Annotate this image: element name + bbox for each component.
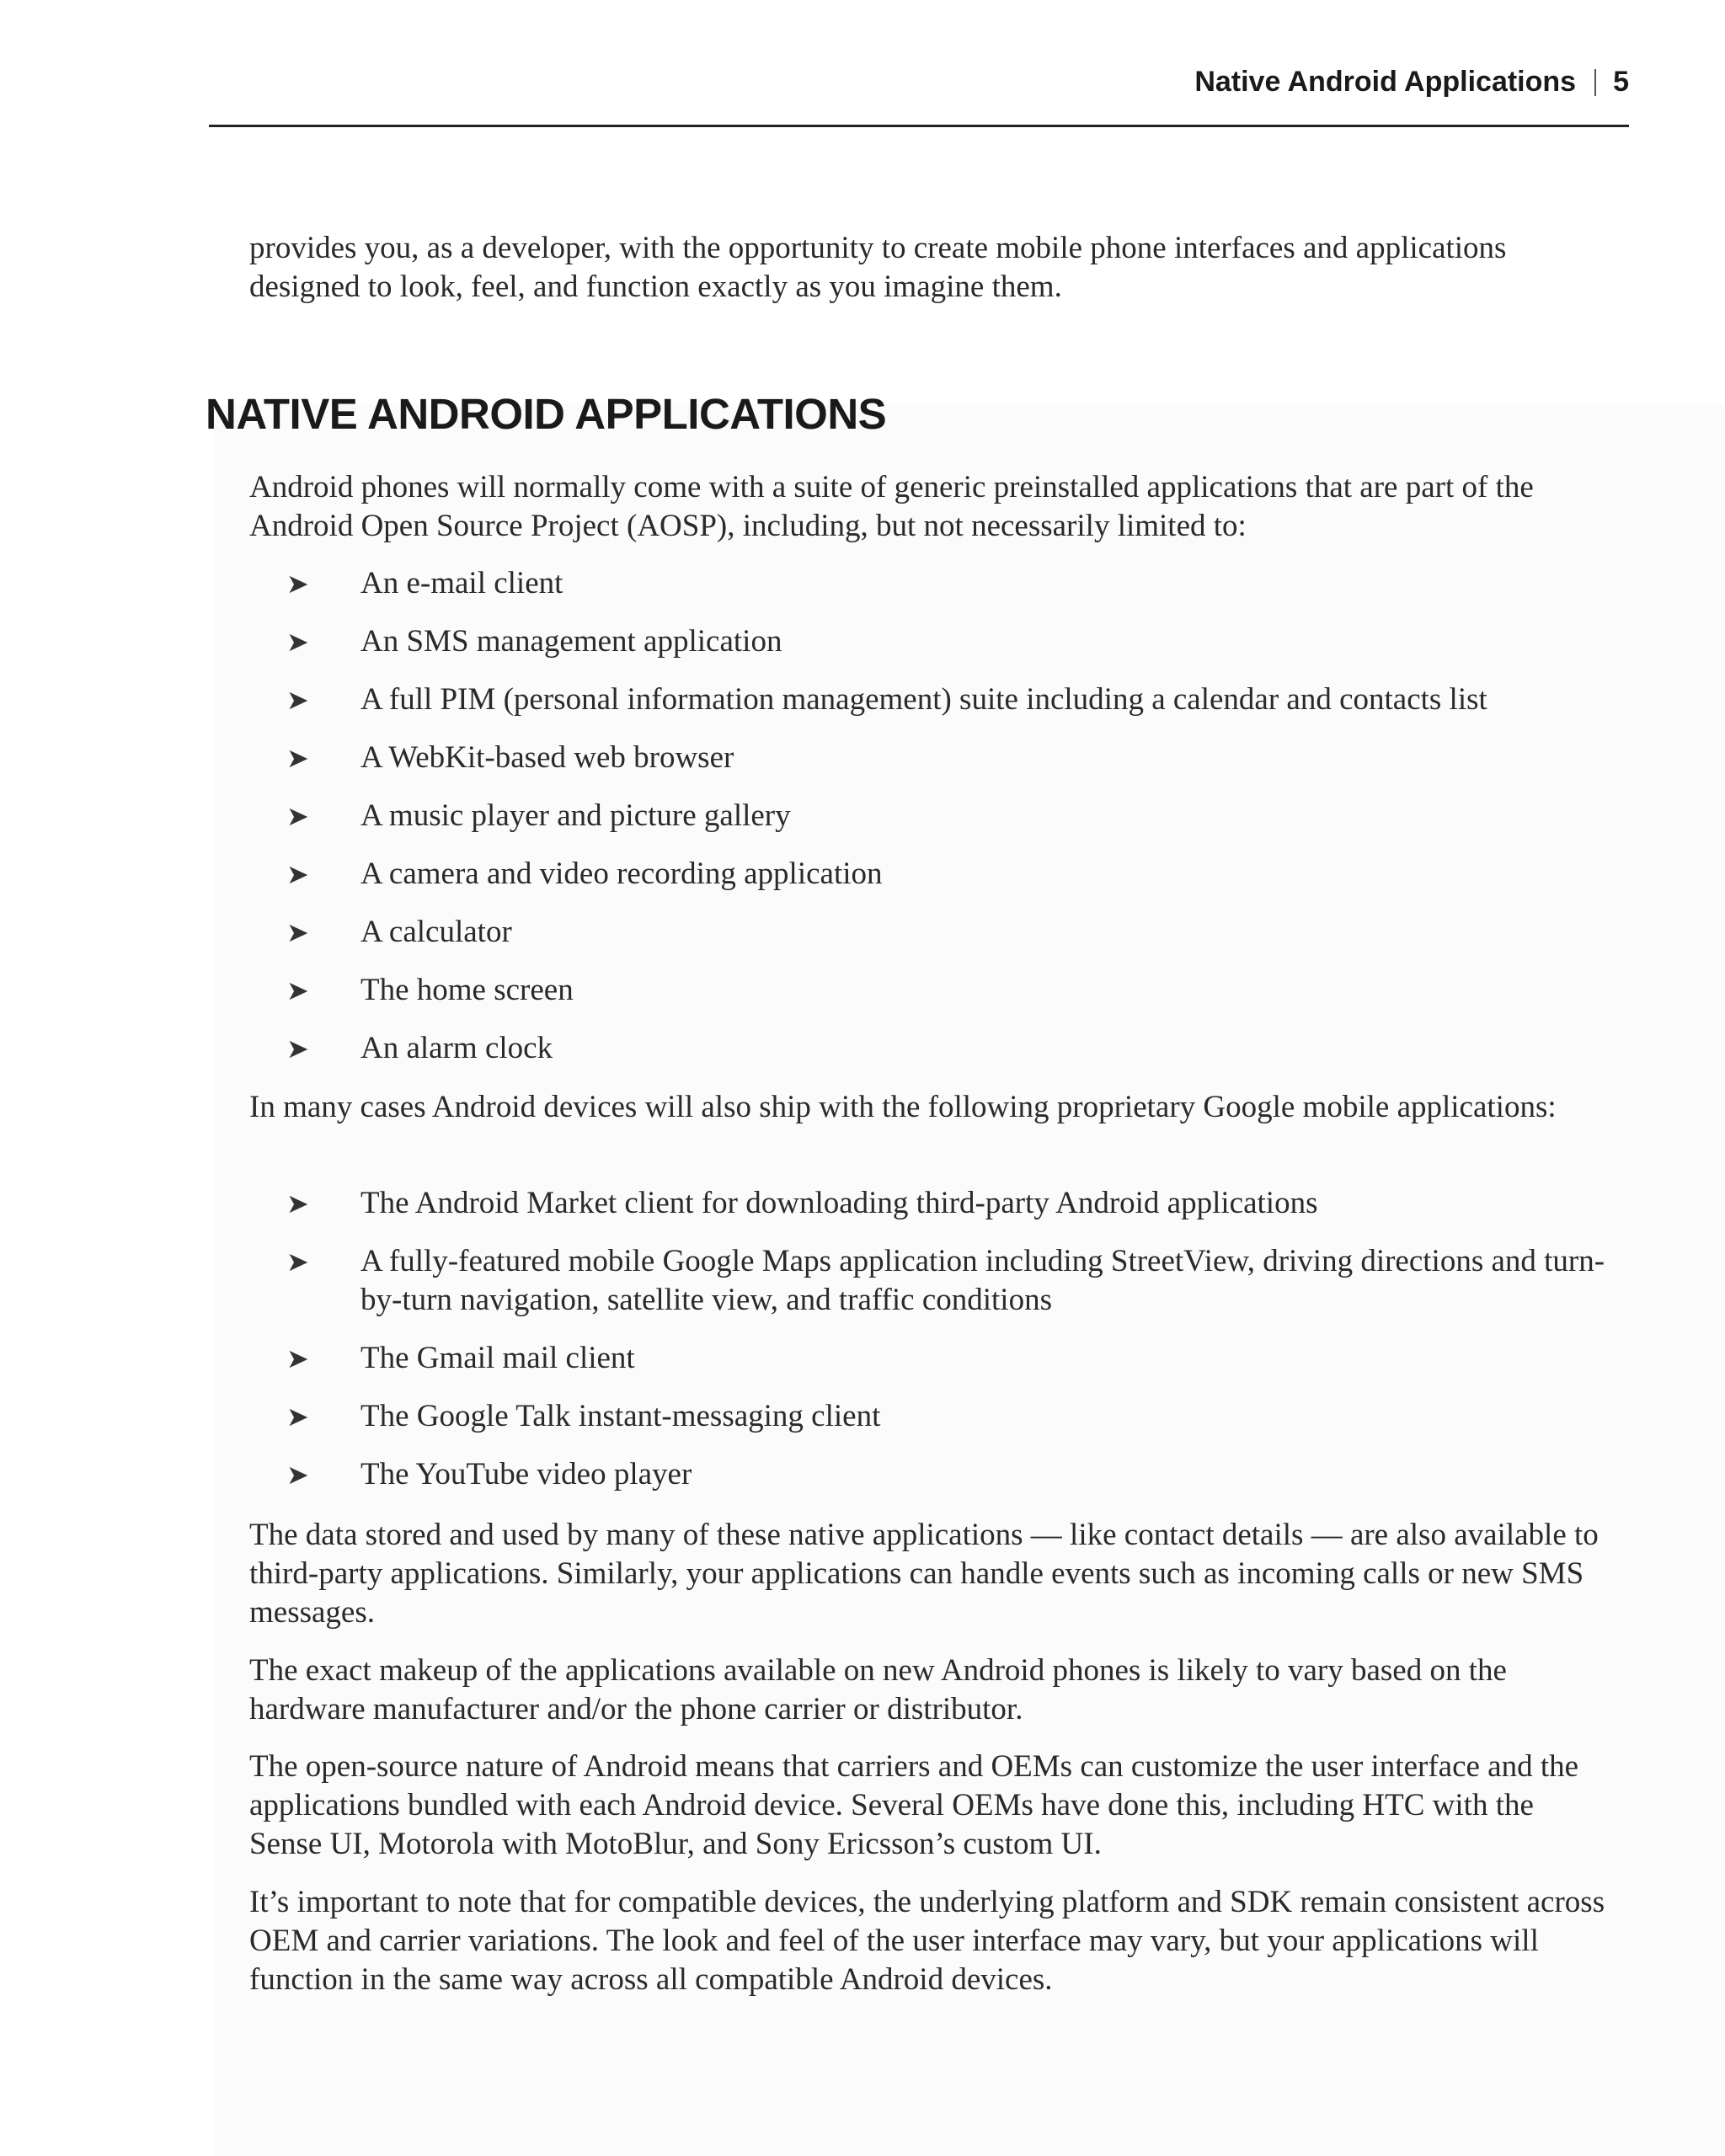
list-item-text: The Gmail mail client (360, 1341, 635, 1375)
arrowhead-bullet-icon: ➤ (286, 742, 309, 774)
page-number: 5 (1613, 66, 1629, 98)
section-paragraph-1: Android phones will normally come with a suite of generic preinstalled applications that are part of the Android Open Source Project (AOSP), including, but not necessarily limited to: (249, 470, 1534, 543)
list-item-text: An SMS management application (360, 624, 782, 659)
arrowhead-bullet-icon: ➤ (286, 1401, 309, 1433)
list-item (249, 739, 1614, 777)
list-item (249, 680, 1614, 719)
list-item (249, 1184, 1614, 1223)
google-apps-list (249, 1184, 1614, 1513)
list-item-text: A WebKit-based web browser (360, 740, 734, 775)
arrowhead-bullet-icon: ➤ (286, 1033, 309, 1065)
header-rule (209, 125, 1629, 127)
list-item (249, 797, 1614, 835)
running-head-separator (1594, 69, 1596, 96)
list-item (249, 1455, 1614, 1494)
list-item (249, 1397, 1614, 1436)
list-item-text: The Android Market client for downloading third-party Android applications (360, 1186, 1318, 1220)
arrowhead-bullet-icon: ➤ (286, 1342, 309, 1374)
arrowhead-bullet-icon: ➤ (286, 1246, 309, 1278)
list-item (249, 971, 1614, 1010)
arrowhead-bullet-icon: ➤ (286, 916, 309, 948)
section-heading: NATIVE ANDROID APPLICATIONS (206, 390, 887, 438)
preinstalled-apps-list (249, 564, 1614, 1087)
section-paragraph-3: The data stored and used by many of these native applications — like contact details — are also available to third-party applications. Similarly, your applications can handle events such as incoming calls or new SMS messages. (249, 1518, 1599, 1630)
section-paragraph-4: The exact makeup of the applications available on new Android phones is likely to vary based on the hardware manufacturer and/or the phone carrier or distributor. (249, 1653, 1507, 1726)
list-item-text: A fully-featured mobile Google Maps application including StreetView, driving directions and turn-by-turn navigation, satellite view, and traffic conditions (360, 1244, 1605, 1317)
running-head (1194, 66, 1629, 99)
arrowhead-bullet-icon: ➤ (286, 1187, 309, 1219)
list-item-text: A music player and picture gallery (360, 798, 791, 833)
list-item (249, 622, 1614, 661)
list-item (249, 855, 1614, 894)
arrowhead-bullet-icon: ➤ (286, 858, 309, 890)
running-head-title: Native Android Applications (1194, 66, 1577, 98)
section-paragraph-5: The open-source nature of Android means that carriers and OEMs can customize the user interface and the applications bundled with each Android device. Several OEMs have done this, including HTC with the Sense UI, Motorola with MotoBlur, and Sony Ericsson’s custom UI. (249, 1749, 1579, 1861)
arrowhead-bullet-icon: ➤ (286, 800, 309, 832)
list-item (249, 1029, 1614, 1068)
list-item-text: A camera and video recording application (360, 857, 883, 891)
list-item (249, 1242, 1614, 1320)
list-item-text: The home screen (360, 973, 574, 1007)
arrowhead-bullet-icon: ➤ (286, 568, 309, 600)
arrowhead-bullet-icon: ➤ (286, 684, 309, 716)
list-item (249, 1339, 1614, 1378)
section-paragraph-2: In many cases Android devices will also ship with the following proprietary Google mobile applications: (249, 1090, 1557, 1124)
arrowhead-bullet-icon: ➤ (286, 626, 309, 658)
arrowhead-bullet-icon: ➤ (286, 974, 309, 1006)
intro-paragraph: provides you, as a developer, with the opportunity to create mobile phone interfaces and applications designed to look, feel, and function exactly as you imagine them. (249, 231, 1507, 304)
list-item (249, 913, 1614, 952)
list-item-text: A calculator (360, 915, 512, 949)
list-item-text: The Google Talk instant-messaging client (360, 1399, 881, 1433)
section-paragraph-6: It’s important to note that for compatible devices, the underlying platform and SDK remain consistent across OEM and carrier variations. The look and feel of the user interface may vary, but your applications will function in the same way across all compatible Android devices. (249, 1885, 1605, 1997)
list-item-text: The YouTube video player (360, 1457, 692, 1492)
list-item-text: An e-mail client (360, 566, 563, 600)
arrowhead-bullet-icon: ➤ (286, 1459, 309, 1491)
list-item (249, 564, 1614, 603)
list-item-text: A full PIM (personal information management) suite including a calendar and contacts list (360, 682, 1487, 717)
list-item-text: An alarm clock (360, 1031, 553, 1065)
